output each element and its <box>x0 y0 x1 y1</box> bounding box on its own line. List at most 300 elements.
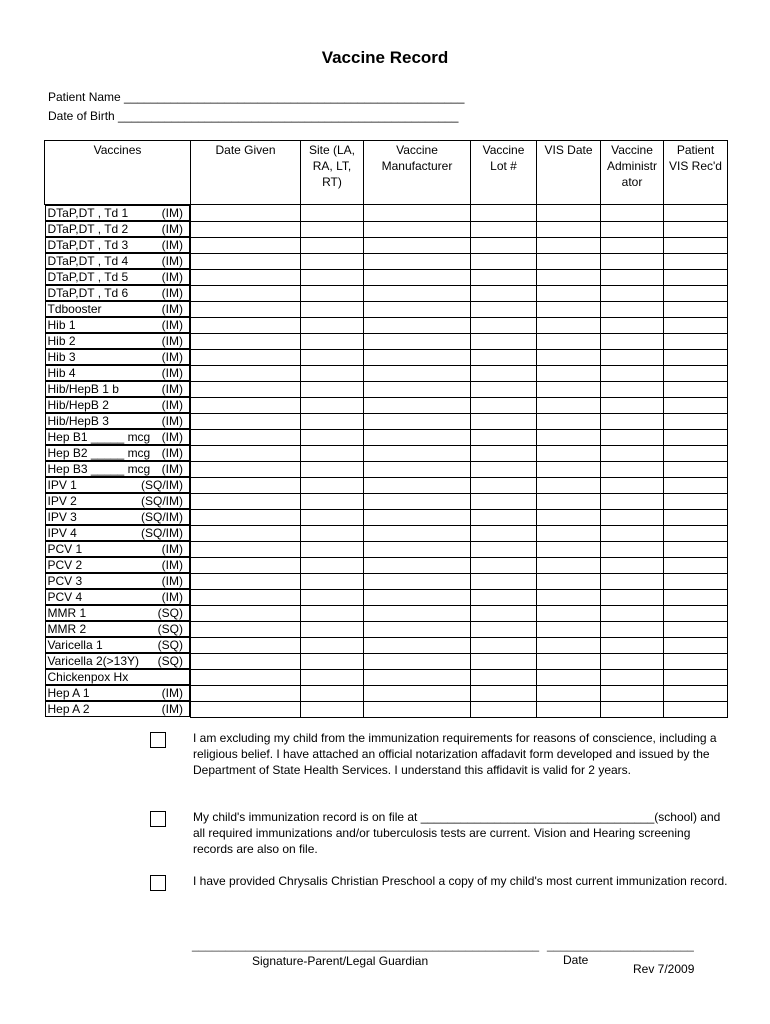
entry-cell[interactable] <box>301 525 364 541</box>
entry-cell[interactable] <box>301 381 364 397</box>
entry-cell[interactable] <box>601 237 664 253</box>
entry-cell[interactable] <box>364 413 471 429</box>
entry-cell[interactable] <box>537 589 601 605</box>
entry-cell[interactable] <box>364 525 471 541</box>
entry-cell[interactable] <box>664 349 728 365</box>
entry-cell[interactable] <box>537 301 601 317</box>
entry-cell[interactable] <box>364 701 471 717</box>
entry-cell[interactable] <box>364 461 471 477</box>
entry-cell[interactable] <box>191 589 301 605</box>
entry-cell[interactable] <box>601 653 664 669</box>
vaccine-route: (IM) <box>161 414 183 428</box>
date-line[interactable]: ______________________ <box>547 938 694 952</box>
entry-cell[interactable] <box>471 509 537 525</box>
entry-cell[interactable] <box>601 429 664 445</box>
entry-cell[interactable] <box>364 397 471 413</box>
entry-cell[interactable] <box>601 637 664 653</box>
entry-cell[interactable] <box>191 701 301 717</box>
entry-cell[interactable] <box>601 253 664 269</box>
entry-cell[interactable] <box>364 557 471 573</box>
entry-cell[interactable] <box>191 285 301 301</box>
entry-cell[interactable] <box>191 525 301 541</box>
entry-cell[interactable] <box>537 637 601 653</box>
vaccine-name: Hib 2 <box>47 334 76 348</box>
entry-cell[interactable] <box>471 317 537 333</box>
entry-cell[interactable] <box>664 621 728 637</box>
entry-cell[interactable] <box>301 557 364 573</box>
entry-cell[interactable] <box>664 557 728 573</box>
entry-cell[interactable] <box>191 317 301 333</box>
entry-cell[interactable] <box>191 205 301 222</box>
entry-cell[interactable] <box>471 701 537 717</box>
vaccine-route: (SQ) <box>157 654 183 668</box>
entry-cell[interactable] <box>191 301 301 317</box>
entry-cell[interactable] <box>471 301 537 317</box>
entry-cell[interactable] <box>601 413 664 429</box>
entry-cell[interactable] <box>537 285 601 301</box>
vaccine-route: (IM) <box>161 382 183 396</box>
signature-line[interactable]: ____________________________________________________ <box>192 938 540 952</box>
entry-cell[interactable] <box>301 333 364 349</box>
vaccine-name: Varicella 2(>13Y) <box>47 654 139 668</box>
entry-cell[interactable] <box>664 669 728 685</box>
entry-cell[interactable] <box>601 685 664 701</box>
entry-cell[interactable] <box>471 381 537 397</box>
entry-cell[interactable] <box>471 269 537 285</box>
entry-cell[interactable] <box>301 509 364 525</box>
entry-cell[interactable] <box>537 461 601 477</box>
vaccine-name: IPV 1 <box>47 478 77 492</box>
vaccine-name-cell <box>45 237 191 253</box>
entry-cell[interactable] <box>364 669 471 685</box>
entry-cell[interactable] <box>364 365 471 381</box>
entry-cell[interactable] <box>664 701 728 717</box>
entry-cell[interactable] <box>191 333 301 349</box>
entry-cell[interactable] <box>601 541 664 557</box>
vaccine-name-cell <box>45 573 191 589</box>
entry-cell[interactable] <box>664 589 728 605</box>
entry-cell[interactable] <box>191 413 301 429</box>
table-row <box>45 653 728 669</box>
header-vis-recd: Patient VIS Rec'd <box>664 141 728 205</box>
entry-cell[interactable] <box>664 493 728 509</box>
entry-cell[interactable] <box>191 621 301 637</box>
vaccine-name: IPV 4 <box>47 526 77 540</box>
vaccine-route: (SQ/IM) <box>141 510 183 524</box>
entry-cell[interactable] <box>191 605 301 621</box>
entry-cell[interactable] <box>664 317 728 333</box>
entry-cell[interactable] <box>537 221 601 237</box>
entry-cell[interactable] <box>601 301 664 317</box>
entry-cell[interactable] <box>191 573 301 589</box>
entry-cell[interactable] <box>537 493 601 509</box>
entry-cell[interactable] <box>537 237 601 253</box>
exemption-text: I am excluding my child from the immunization requirements for reasons of conscience, including a religious belief. I have attached an official notarization affadavit form developed and issued by the Department of State Health Services. I understand this affidavit is valid for 2 years. <box>193 731 717 777</box>
entry-cell[interactable] <box>537 525 601 541</box>
table-row <box>45 333 728 349</box>
entry-cell[interactable] <box>301 477 364 493</box>
entry-cell[interactable] <box>364 253 471 269</box>
vaccine-name-cell <box>45 525 191 541</box>
vaccine-name-cell <box>45 621 191 637</box>
entry-cell[interactable] <box>601 365 664 381</box>
entry-cell[interactable] <box>601 525 664 541</box>
entry-cell[interactable] <box>664 285 728 301</box>
entry-cell[interactable] <box>364 429 471 445</box>
entry-cell[interactable] <box>537 557 601 573</box>
entry-cell[interactable] <box>471 589 537 605</box>
entry-cell[interactable] <box>601 381 664 397</box>
entry-cell[interactable] <box>301 605 364 621</box>
entry-cell[interactable] <box>537 701 601 717</box>
record-on-file-text: My child's immunization record is on file at ___________________________________(school) and all required immunizations and/or tuberculosis tests are current. Vision and Hearing screening records are also on file. <box>193 810 721 856</box>
entry-cell[interactable] <box>471 637 537 653</box>
date-of-birth-field[interactable]: Date of Birth ___________________________________________________ <box>48 109 459 123</box>
entry-cell[interactable] <box>364 333 471 349</box>
entry-cell[interactable] <box>364 269 471 285</box>
entry-cell[interactable] <box>191 397 301 413</box>
entry-cell[interactable] <box>191 429 301 445</box>
vaccine-route: (IM) <box>161 254 183 268</box>
entry-cell[interactable] <box>301 493 364 509</box>
entry-cell[interactable] <box>364 605 471 621</box>
patient-name-field[interactable]: Patient Name ___________________________________________________ <box>48 90 465 104</box>
table-row <box>45 461 728 477</box>
entry-cell[interactable] <box>537 621 601 637</box>
header-vaccines: Vaccines <box>45 141 191 205</box>
table-row <box>45 237 728 253</box>
entry-cell[interactable] <box>537 381 601 397</box>
entry-cell[interactable] <box>664 413 728 429</box>
entry-cell[interactable] <box>301 253 364 269</box>
entry-cell[interactable] <box>471 413 537 429</box>
vaccine-name: PCV 1 <box>47 542 83 556</box>
vaccine-name-cell <box>45 605 191 621</box>
entry-cell[interactable] <box>664 477 728 493</box>
entry-cell[interactable] <box>301 317 364 333</box>
vaccine-route: (IM) <box>161 270 183 284</box>
entry-cell[interactable] <box>537 541 601 557</box>
entry-cell[interactable] <box>537 685 601 701</box>
entry-cell[interactable] <box>537 445 601 461</box>
entry-cell[interactable] <box>364 317 471 333</box>
vaccine-route: (IM) <box>161 430 183 444</box>
vaccine-name-cell <box>45 701 191 717</box>
entry-cell[interactable] <box>537 653 601 669</box>
entry-cell[interactable] <box>471 205 537 222</box>
entry-cell[interactable] <box>601 589 664 605</box>
vaccine-route: (IM) <box>161 686 183 700</box>
entry-cell[interactable] <box>537 669 601 685</box>
entry-cell[interactable] <box>301 461 364 477</box>
entry-cell[interactable] <box>301 429 364 445</box>
entry-cell[interactable] <box>471 557 537 573</box>
entry-cell[interactable] <box>537 269 601 285</box>
entry-cell[interactable] <box>471 605 537 621</box>
entry-cell[interactable] <box>664 685 728 701</box>
entry-cell[interactable] <box>301 349 364 365</box>
entry-cell[interactable] <box>191 365 301 381</box>
table-row <box>45 541 728 557</box>
entry-cell[interactable] <box>537 429 601 445</box>
entry-cell[interactable] <box>301 541 364 557</box>
vaccine-route: (SQ/IM) <box>141 494 183 508</box>
entry-cell[interactable] <box>364 509 471 525</box>
entry-cell[interactable] <box>364 221 471 237</box>
entry-cell[interactable] <box>471 461 537 477</box>
table-row <box>45 477 728 493</box>
vaccine-name: PCV 4 <box>47 590 83 604</box>
entry-cell[interactable] <box>601 285 664 301</box>
entry-cell[interactable] <box>364 637 471 653</box>
entry-cell[interactable] <box>364 349 471 365</box>
entry-cell[interactable] <box>301 445 364 461</box>
entry-cell[interactable] <box>364 445 471 461</box>
entry-cell[interactable] <box>471 445 537 461</box>
entry-cell[interactable] <box>664 525 728 541</box>
entry-cell[interactable] <box>471 669 537 685</box>
entry-cell[interactable] <box>301 669 364 685</box>
entry-cell[interactable] <box>664 653 728 669</box>
entry-cell[interactable] <box>364 237 471 253</box>
entry-cell[interactable] <box>364 477 471 493</box>
vaccine-name: Hep B3 _____ mcg <box>47 462 151 476</box>
vaccine-route: (IM) <box>161 334 183 348</box>
copy-provided-checkbox[interactable] <box>150 875 166 891</box>
entry-cell[interactable] <box>601 669 664 685</box>
entry-cell[interactable] <box>601 269 664 285</box>
entry-cell[interactable] <box>191 253 301 269</box>
record-on-file-checkbox[interactable] <box>150 811 166 827</box>
entry-cell[interactable] <box>364 573 471 589</box>
table-row <box>45 349 728 365</box>
table-row <box>45 381 728 397</box>
entry-cell[interactable] <box>191 461 301 477</box>
entry-cell[interactable] <box>191 637 301 653</box>
entry-cell[interactable] <box>664 573 728 589</box>
entry-cell[interactable] <box>301 365 364 381</box>
entry-cell[interactable] <box>664 429 728 445</box>
entry-cell[interactable] <box>191 381 301 397</box>
entry-cell[interactable] <box>364 301 471 317</box>
vaccine-route: (IM) <box>161 446 183 460</box>
entry-cell[interactable] <box>601 493 664 509</box>
entry-cell[interactable] <box>471 349 537 365</box>
vaccine-route: (IM) <box>161 318 183 332</box>
entry-cell[interactable] <box>537 253 601 269</box>
entry-cell[interactable] <box>601 621 664 637</box>
vaccine-route: (IM) <box>161 542 183 556</box>
entry-cell[interactable] <box>664 461 728 477</box>
entry-cell[interactable] <box>301 701 364 717</box>
entry-cell[interactable] <box>364 205 471 222</box>
entry-cell[interactable] <box>301 589 364 605</box>
entry-cell[interactable] <box>537 477 601 493</box>
entry-cell[interactable] <box>301 205 364 222</box>
entry-cell[interactable] <box>537 413 601 429</box>
entry-cell[interactable] <box>191 477 301 493</box>
entry-cell[interactable] <box>301 285 364 301</box>
entry-cell[interactable] <box>471 253 537 269</box>
table-row <box>45 573 728 589</box>
entry-cell[interactable] <box>471 621 537 637</box>
header-manufacturer: Vaccine Manufacturer <box>364 141 471 205</box>
vaccine-route: (IM) <box>161 238 183 252</box>
entry-cell[interactable] <box>664 637 728 653</box>
vaccine-rows <box>45 205 728 718</box>
entry-cell[interactable] <box>664 333 728 349</box>
header-administrator: Vaccine Administr ator <box>601 141 664 205</box>
entry-cell[interactable] <box>471 573 537 589</box>
entry-cell[interactable] <box>471 333 537 349</box>
entry-cell[interactable] <box>471 365 537 381</box>
entry-cell[interactable] <box>664 253 728 269</box>
entry-cell[interactable] <box>471 237 537 253</box>
entry-cell[interactable] <box>364 653 471 669</box>
vaccine-name-cell <box>45 429 191 445</box>
vaccine-name-cell <box>45 269 191 285</box>
entry-cell[interactable] <box>664 509 728 525</box>
entry-cell[interactable] <box>364 285 471 301</box>
entry-cell[interactable] <box>664 221 728 237</box>
entry-cell[interactable] <box>301 397 364 413</box>
entry-cell[interactable] <box>191 493 301 509</box>
entry-cell[interactable] <box>537 365 601 381</box>
entry-cell[interactable] <box>664 605 728 621</box>
entry-cell[interactable] <box>537 573 601 589</box>
entry-cell[interactable] <box>301 269 364 285</box>
entry-cell[interactable] <box>537 509 601 525</box>
vaccine-name: IPV 3 <box>47 510 77 524</box>
entry-cell[interactable] <box>601 461 664 477</box>
vaccine-name: PCV 3 <box>47 574 83 588</box>
vaccine-route: (IM) <box>161 222 183 236</box>
entry-cell[interactable] <box>471 653 537 669</box>
entry-cell[interactable] <box>364 541 471 557</box>
entry-cell[interactable] <box>601 397 664 413</box>
entry-cell[interactable] <box>471 493 537 509</box>
vaccine-name: Hep A 1 <box>47 686 90 700</box>
entry-cell[interactable] <box>191 669 301 685</box>
entry-cell[interactable] <box>601 333 664 349</box>
entry-cell[interactable] <box>301 637 364 653</box>
entry-cell[interactable] <box>471 685 537 701</box>
table-row <box>45 397 728 413</box>
entry-cell[interactable] <box>537 397 601 413</box>
entry-cell[interactable] <box>191 509 301 525</box>
entry-cell[interactable] <box>664 301 728 317</box>
entry-cell[interactable] <box>537 605 601 621</box>
entry-cell[interactable] <box>471 429 537 445</box>
entry-cell[interactable] <box>471 397 537 413</box>
vaccine-name-cell <box>45 445 191 461</box>
entry-cell[interactable] <box>601 317 664 333</box>
entry-cell[interactable] <box>471 285 537 301</box>
exemption-checkbox[interactable] <box>150 732 166 748</box>
vaccine-name-cell <box>45 285 191 301</box>
entry-cell[interactable] <box>301 653 364 669</box>
entry-cell[interactable] <box>664 269 728 285</box>
entry-cell[interactable] <box>471 477 537 493</box>
copy-provided-text: I have provided Chrysalis Christian Preschool a copy of my child's most current immunization record. <box>193 874 728 888</box>
entry-cell[interactable] <box>471 221 537 237</box>
entry-cell[interactable] <box>537 317 601 333</box>
vaccine-name: DTaP,DT , Td 2 <box>47 222 129 236</box>
entry-cell[interactable] <box>601 221 664 237</box>
vaccine-route: (SQ) <box>157 606 183 620</box>
entry-cell[interactable] <box>301 685 364 701</box>
entry-cell[interactable] <box>601 605 664 621</box>
entry-cell[interactable] <box>364 589 471 605</box>
entry-cell[interactable] <box>664 381 728 397</box>
entry-cell[interactable] <box>664 445 728 461</box>
entry-cell[interactable] <box>191 557 301 573</box>
entry-cell[interactable] <box>601 477 664 493</box>
entry-cell[interactable] <box>664 397 728 413</box>
entry-cell[interactable] <box>364 621 471 637</box>
entry-cell[interactable] <box>301 237 364 253</box>
entry-cell[interactable] <box>301 573 364 589</box>
entry-cell[interactable] <box>301 621 364 637</box>
entry-cell[interactable] <box>601 349 664 365</box>
entry-cell[interactable] <box>664 365 728 381</box>
entry-cell[interactable] <box>601 573 664 589</box>
vaccine-name: MMR 2 <box>47 622 87 636</box>
vaccine-route: (IM) <box>161 462 183 476</box>
entry-cell[interactable] <box>537 205 601 222</box>
entry-cell[interactable] <box>664 205 728 222</box>
entry-cell[interactable] <box>601 205 664 222</box>
vaccine-name: MMR 1 <box>47 606 87 620</box>
entry-cell[interactable] <box>191 685 301 701</box>
entry-cell[interactable] <box>664 541 728 557</box>
entry-cell[interactable] <box>601 509 664 525</box>
entry-cell[interactable] <box>364 493 471 509</box>
table-row <box>45 557 728 573</box>
entry-cell[interactable] <box>191 541 301 557</box>
vaccine-name-cell <box>45 589 191 605</box>
entry-cell[interactable] <box>364 685 471 701</box>
table-row <box>45 413 728 429</box>
entry-cell[interactable] <box>601 557 664 573</box>
entry-cell[interactable] <box>301 413 364 429</box>
entry-cell[interactable] <box>301 221 364 237</box>
entry-cell[interactable] <box>471 541 537 557</box>
vaccine-name-cell <box>45 333 191 349</box>
entry-cell[interactable] <box>191 445 301 461</box>
entry-cell[interactable] <box>364 381 471 397</box>
entry-cell[interactable] <box>537 349 601 365</box>
table-row <box>45 605 728 621</box>
vaccine-name-cell <box>45 557 191 573</box>
entry-cell[interactable] <box>191 653 301 669</box>
entry-cell[interactable] <box>601 445 664 461</box>
entry-cell[interactable] <box>471 525 537 541</box>
vaccine-name: Hib/HepB 2 <box>47 398 109 412</box>
entry-cell[interactable] <box>191 349 301 365</box>
entry-cell[interactable] <box>664 237 728 253</box>
table-row <box>45 269 728 285</box>
entry-cell[interactable] <box>301 301 364 317</box>
entry-cell[interactable] <box>191 221 301 237</box>
table-row <box>45 621 728 637</box>
entry-cell[interactable] <box>191 237 301 253</box>
entry-cell[interactable] <box>601 701 664 717</box>
entry-cell[interactable] <box>537 333 601 349</box>
vaccine-route: (IM) <box>161 590 183 604</box>
entry-cell[interactable] <box>191 269 301 285</box>
table-row <box>45 701 728 717</box>
